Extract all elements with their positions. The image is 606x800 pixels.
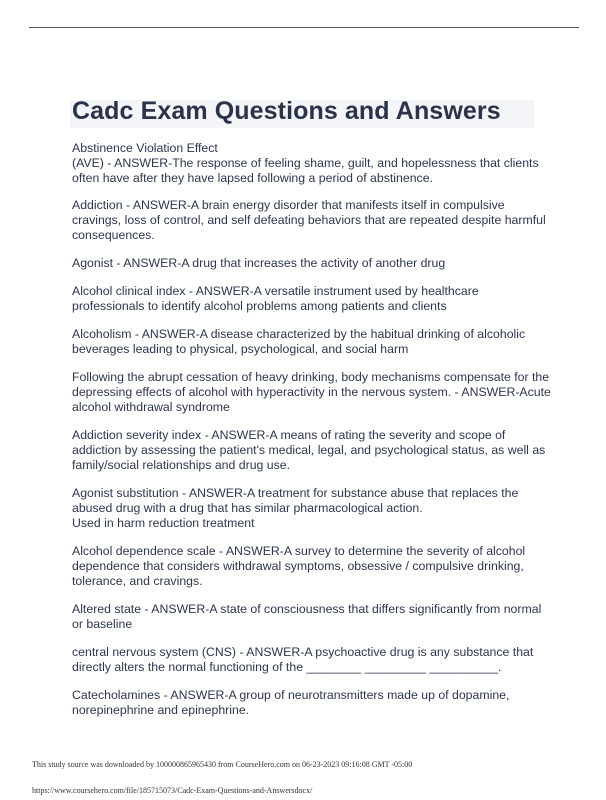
download-notice: This study source was downloaded by 100000865965430 from CourseHero.com on 06-23-2023 09:16:08 GMT -05:00 — [32, 760, 413, 769]
qa-entry-line: norepinephrine and epinephrine. — [72, 703, 250, 717]
header-rule — [29, 27, 579, 28]
qa-entry-line: beverages leading to physical, psychological, and social harm — [72, 342, 409, 356]
qa-entry-line: central nervous system (CNS) - ANSWER-A psychoactive drug is any substance that — [72, 645, 534, 659]
qa-entry — [72, 141, 540, 186]
qa-entry-line: abused drug with a drug that has similar pharmacological action. — [72, 501, 423, 515]
document-title: Cadc Exam Questions and Answers — [72, 97, 501, 125]
qa-entry-line: Used in harm reduction treatment — [72, 516, 255, 530]
qa-entry-line: Agonist - ANSWER-A drug that increases the activity of another drug — [72, 256, 446, 270]
source-url[interactable]: https://www.coursehero.com/file/185715073/Cadc-Exam-Questions-and-Answersdocx/ — [32, 786, 313, 795]
qa-entry — [72, 602, 540, 632]
qa-entry-line: consequences. — [72, 228, 155, 242]
qa-entry — [72, 284, 540, 314]
qa-entry-line: depressing effects of alcohol with hyperactivity in the nervous system. - ANSWER-Acute — [72, 385, 551, 399]
qa-entry-line: Addiction severity index - ANSWER-A means of rating the severity and scope of — [72, 428, 506, 442]
qa-entry-line: (AVE) - ANSWER-The response of feeling shame, guilt, and hopelessness that clients — [72, 156, 539, 170]
qa-entry — [72, 370, 551, 415]
qa-entry — [72, 486, 540, 531]
qa-entry-line: family/social relationships and drug use. — [72, 458, 291, 472]
qa-entry-line: directly alters the normal functioning of the ________ _________ __________. — [72, 660, 502, 674]
qa-entry — [72, 688, 540, 718]
qa-entry-line: Following the abrupt cessation of heavy drinking, body mechanisms compensate for the — [72, 370, 550, 384]
qa-entry-line: or baseline — [72, 617, 133, 631]
qa-entry-line: Catecholamines - ANSWER-A group of neurotransmitters made up of dopamine, — [72, 688, 510, 702]
qa-entry-line: Alcohol dependence scale - ANSWER-A survey to determine the severity of alcohol — [72, 544, 526, 558]
qa-entry — [72, 327, 540, 357]
qa-entry-line: often have after they have lapsed following a period of abstinence. — [72, 171, 433, 185]
qa-entry-line: professionals to identify alcohol problems among patients and clients — [72, 299, 447, 313]
qa-entry-line: dependence that considers withdrawal symptoms, obsessive / compulsive drinking, — [72, 559, 524, 573]
qa-entry-line: addiction by assessing the patient's medical, legal, and psychological status, as well as — [72, 443, 546, 457]
qa-entry-line: Abstinence Violation Effect — [72, 141, 218, 155]
qa-entry-line: Alcohol clinical index - ANSWER-A versatile instrument used by healthcare — [72, 284, 479, 298]
qa-entry — [72, 198, 546, 243]
qa-entry-line: Agonist substitution - ANSWER-A treatment for substance abuse that replaces the — [72, 486, 519, 500]
qa-entry — [72, 645, 540, 675]
qa-entry-line: Addiction - ANSWER-A brain energy disorder that manifests itself in compulsive — [72, 198, 505, 212]
qa-entry-line: Alcoholism - ANSWER-A disease characterized by the habitual drinking of alcoholic — [72, 327, 526, 341]
qa-entry — [72, 256, 540, 271]
qa-entry — [72, 544, 540, 589]
qa-entry-line: tolerance, and cravings. — [72, 574, 203, 588]
qa-list — [72, 141, 551, 731]
qa-entry-line: alcohol withdrawal syndrome — [72, 400, 230, 414]
qa-entry — [72, 428, 546, 473]
qa-entry-line: Altered state - ANSWER-A state of consciousness that differs significantly from normal — [72, 602, 542, 616]
qa-entry-line: cravings, loss of control, and self defeating behaviors that are repeated despite harmful — [72, 213, 546, 227]
